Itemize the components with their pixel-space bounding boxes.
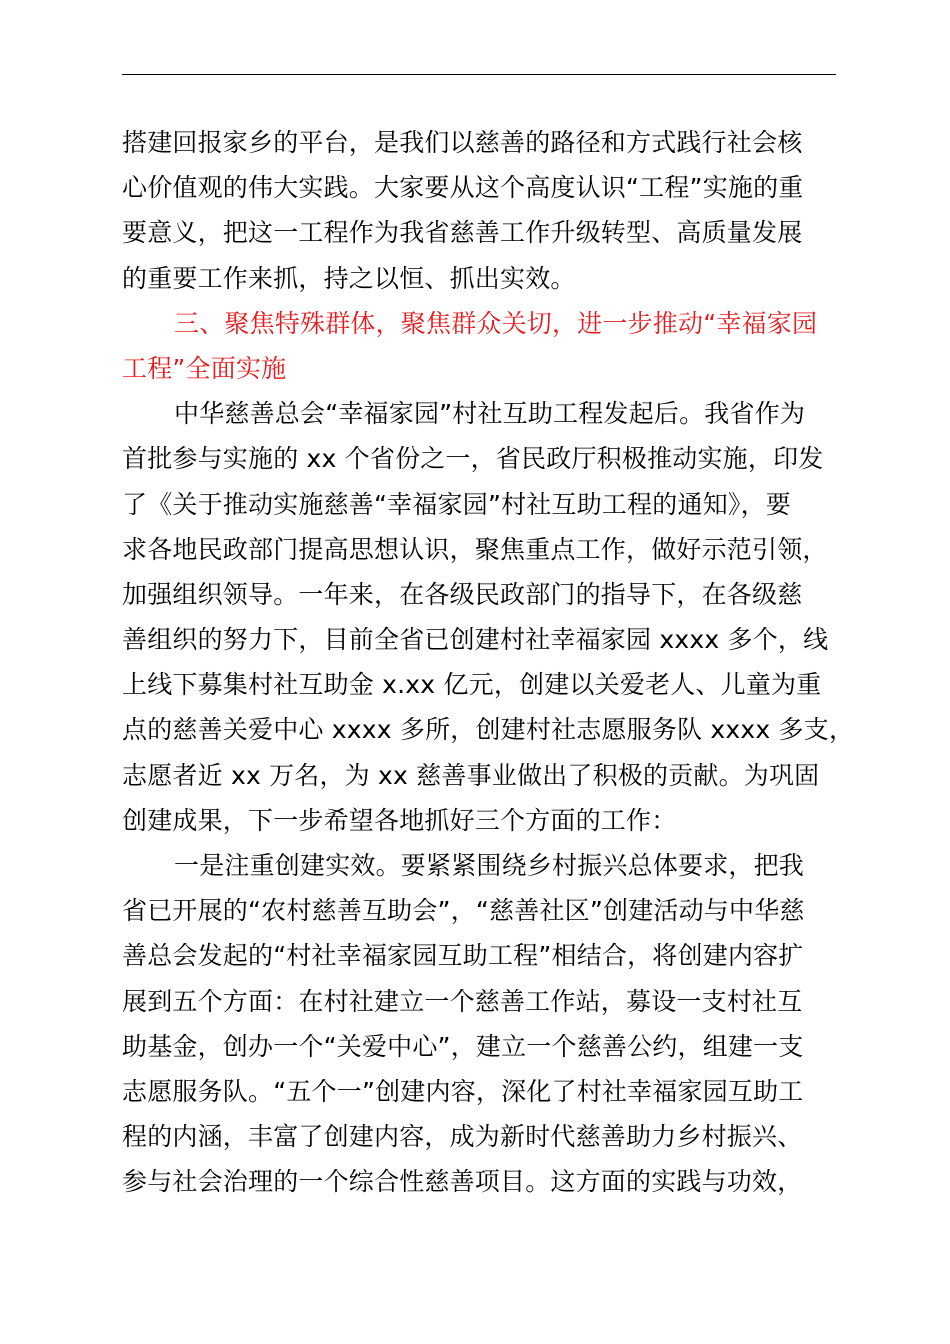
- text-line: 心价值观的伟大实践。大家要从这个高度认识“工程”实施的重: [122, 173, 804, 203]
- text-line: 首批参与实施的 xx 个省份之一，省民政厅积极推动实施，印发: [122, 444, 824, 474]
- section-heading-line: 三、聚焦特殊群体，聚焦群众关切，进一步推动“幸福家园: [174, 308, 818, 338]
- text-line: 上线下募集村社互助金 x.xx 亿元，创建以关爱老人、儿童为重: [122, 670, 822, 700]
- header-rule: [122, 74, 836, 75]
- text-line: 善总会发起的“村社幸福家园互助工程”相结合，将创建内容扩: [122, 941, 804, 971]
- text-line: 志愿者近 xx 万名，为 xx 慈善事业做出了积极的贡献。为巩固: [122, 760, 820, 790]
- text-line: 搭建回报家乡的平台，是我们以慈善的路径和方式践行社会核: [122, 128, 803, 157]
- text-line: 点的慈善关爱中心 xxxx 多所，创建村社志愿服务队 xxxx 多支，: [122, 715, 855, 745]
- text-line: 的重要工作来抓，持之以恒、抓出实效。: [122, 263, 576, 293]
- text-line: 志愿服务队。“五个一”创建内容，深化了村社幸福家园互助工: [122, 1076, 804, 1106]
- text-line: 求各地民政部门提高思想认识，聚焦重点工作，做好示范引领，: [122, 534, 828, 564]
- section-heading-line: 工程”全面实施: [122, 353, 287, 383]
- text-line: 了《关于推动实施慈善“幸福家园”村社互助工程的通知》，要: [122, 489, 792, 519]
- text-line: 省已开展的“农村慈善互助会”，“慈善社区”创建活动与中华慈: [122, 896, 805, 926]
- document-body: [122, 120, 855, 1205]
- text-line: 展到五个方面：在村社建立一个慈善工作站，募设一支村社互: [122, 986, 803, 1016]
- text-line: 参与社会治理的一个综合性慈善项目。这方面的实践与功效，: [122, 1167, 803, 1197]
- text-line: 要意义，把这一工程作为我省慈善工作升级转型、高质量发展: [122, 218, 803, 248]
- text-line: 程的内涵，丰富了创建内容，成为新时代慈善助力乡村振兴、: [122, 1122, 803, 1152]
- paragraph-first-line: 中华慈善总会“幸福家园”村社互助工程发起后。我省作为: [174, 399, 806, 429]
- paragraph-first-line: 一是注重创建实效。要紧紧围绕乡村振兴总体要求，把我: [174, 851, 805, 880]
- text-line: 助基金，创办一个“关爱中心”，建立一个慈善公约，组建一支: [122, 1031, 804, 1061]
- text-line: 善组织的努力下，目前全省已创建村社幸福家园 xxxx 多个，线: [122, 625, 829, 655]
- text-line: 加强组织领导。一年来，在各级民政部门的指导下，在各级慈: [122, 579, 803, 609]
- text-line: 创建成果，下一步希望各地抓好三个方面的工作：: [122, 805, 677, 835]
